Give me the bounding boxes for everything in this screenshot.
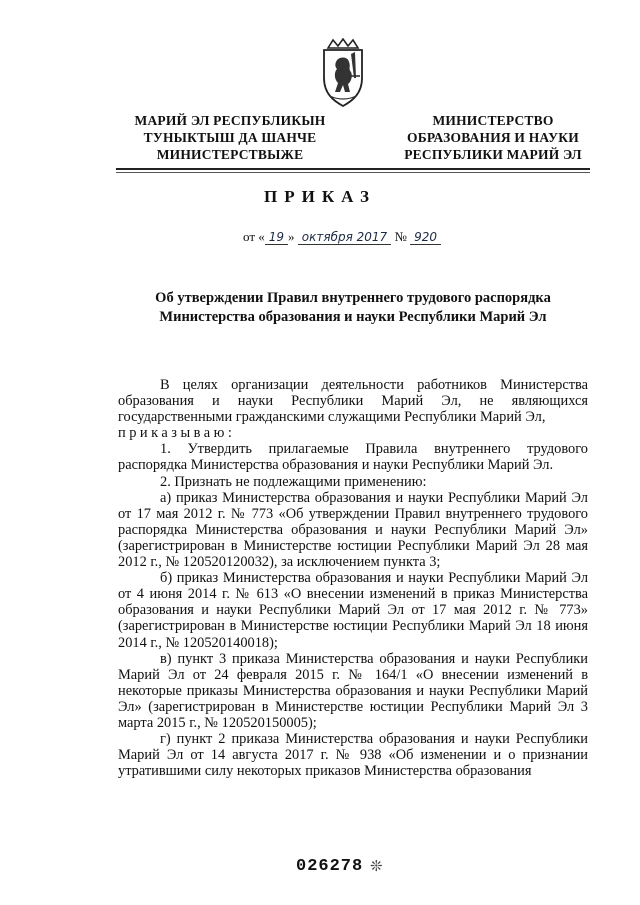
header-left-line: МАРИЙ ЭЛ РЕСПУБЛИКЫН [134, 113, 326, 128]
body-intro: В целях организации деятельности работников Министерства образования и науки Республики Марий Эл, не являющихся государственными гражданскими служащими Республики Марий Эл, [118, 377, 588, 426]
date-mid: » [288, 229, 295, 244]
form-serial-number: 026278 [296, 857, 364, 876]
header-right-line: РЕСПУБЛИКИ МАРИЙ ЭЛ [404, 147, 582, 162]
body-paragraph-v: в) пункт 3 приказа Министерства образования и науки Республики Марий Эл от 24 февраля 2015 г. № 164/1 «О внесении изменений в некоторые приказы Министерства образования и науки Республики Марий Эл» (зарегистрирован в Министерстве юстиции Республики Марий Эл 3 марта 2015 г., № 120520150005); [118, 650, 588, 731]
body-order-word-line [118, 425, 588, 441]
header-divider-thick [116, 168, 590, 170]
header-left-block [115, 112, 345, 163]
header-right-block [378, 112, 608, 163]
header-right-line: ОБРАЗОВАНИЯ И НАУКИ [407, 130, 579, 145]
header-divider-thin [116, 172, 590, 173]
document-title: ПРИКАЗ [264, 187, 376, 206]
body-paragraph-1: 1. Утвердить прилагаемые Правила внутреннего трудового распорядка Министерства образования и науки Республики Марий Эл. [118, 441, 588, 474]
subject-line: Министерства образования и науки Республики Марий Эл [159, 309, 547, 325]
date-day: 19 [265, 230, 288, 245]
body-order-word: приказываю: [118, 425, 236, 442]
document-body [118, 377, 588, 779]
coat-of-arms-icon [318, 38, 368, 108]
date-prefix: от « [243, 229, 265, 244]
header-left-line: ТУНЫКТЫШ ДА ШАНЧЕ [143, 130, 317, 145]
number-prefix: № [394, 229, 407, 244]
order-number: 920 [410, 230, 441, 245]
document-subject [118, 289, 588, 327]
body-paragraph-2: 2. Признать не подлежащими применению: [160, 473, 427, 490]
serial-ornament-icon: ❊ [370, 859, 383, 875]
subject-line: Об утверждении Правил внутреннего трудового распорядка [155, 290, 551, 306]
body-paragraph-g: г) пункт 2 приказа Министерства образования и науки Республики Марий Эл от 14 августа 2017 г. № 938 «Об изменении и о признании утратившими силу некоторых приказов Министерства образования [118, 731, 588, 780]
date-month-year: октября 2017 [298, 230, 391, 245]
body-paragraph-b: б) приказ Министерства образования и науки Республики Марий Эл от 4 июня 2014 г. № 613 «О внесении изменений в приказ Министерства образования и науки Республики Марий Эл от 17 мая 2012 г. № 773» (зарегистрирован в Министерстве юстиции Республики Марий Эл 18 июня 2014 г., № 120520140018); [118, 570, 588, 651]
order-date-line [243, 229, 503, 245]
body-paragraph-a: а) приказ Министерства образования и науки Республики Марий Эл от 17 мая 2012 г. № 773 «Об утверждении Правил внутреннего трудового распорядка Министерства образования и науки Республики Марий Эл» (зарегистрирован в Министерстве юстиции Республики Марий Эл 28 мая 2012 г., № 120520120032), за исключением пункта 3; [118, 489, 588, 571]
header-right-line: МИНИСТЕРСТВО [432, 113, 554, 128]
header-left-line: МИНИСТЕРСТВЫЖЕ [156, 147, 304, 162]
